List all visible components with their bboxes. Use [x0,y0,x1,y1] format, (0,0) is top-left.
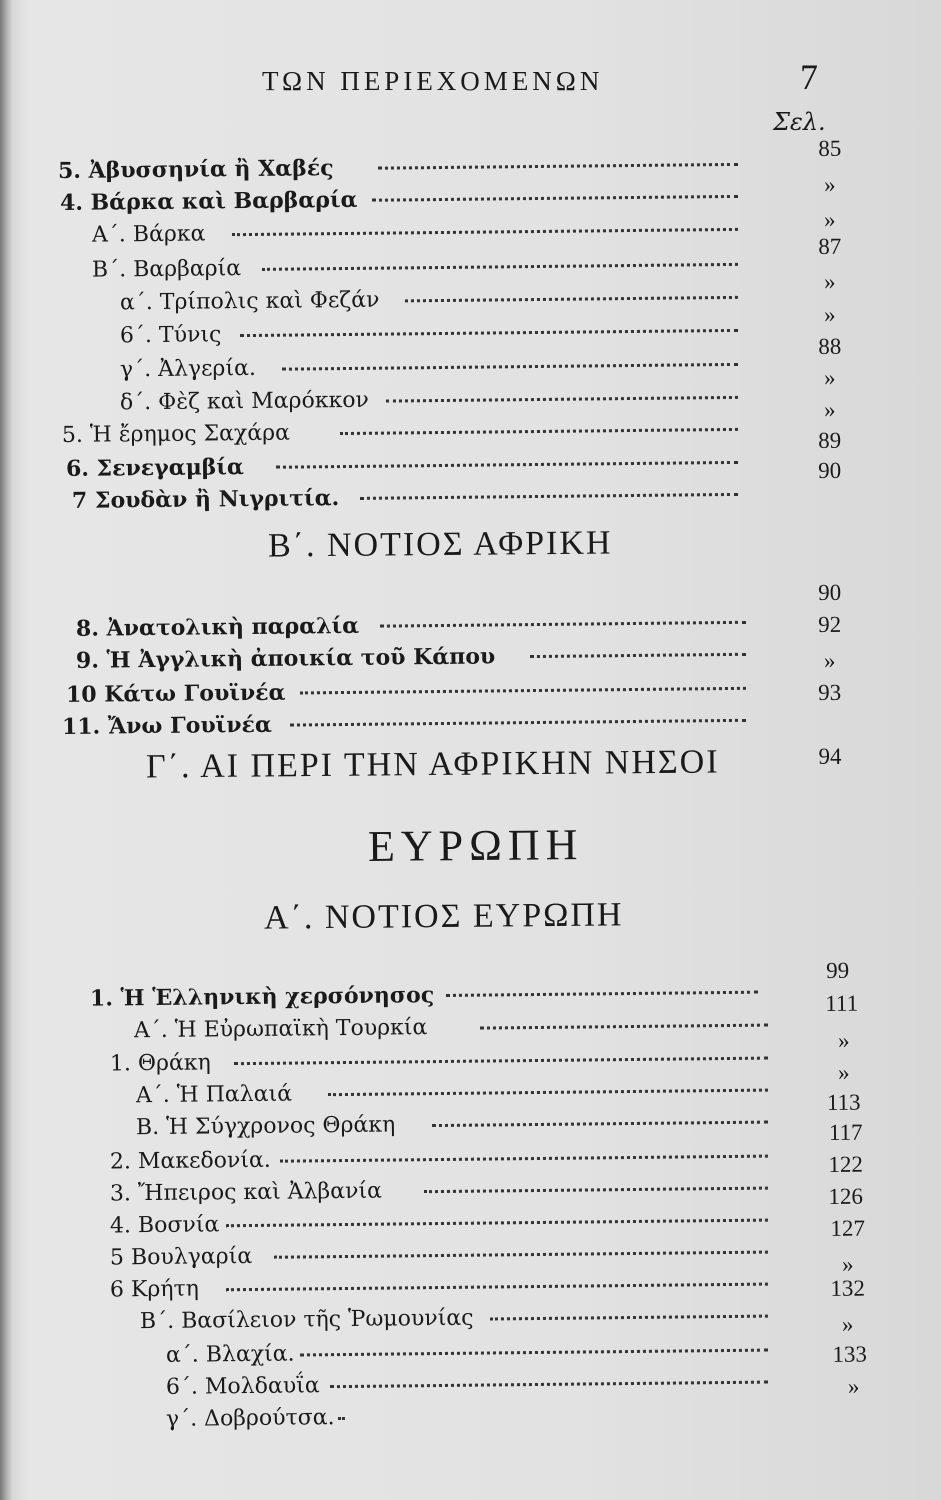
leader-dots [480,1024,768,1030]
leader-dots [282,363,738,371]
toc-entry-label: Α΄. Ἡ Εὐρωπαϊκὴ Τουρκία [133,1015,428,1044]
toc-entry-label: 10 Κάτω Γουϊνέα [65,679,286,708]
toc-page-number: 122 [828,1151,864,1177]
toc-page-number: » [823,647,836,673]
toc-page-number: 93 [818,679,842,706]
toc-page-number: » [823,301,836,327]
leader-dots [262,263,738,271]
toc-entry-label: 8. Ἀνατολικὴ παραλία [75,612,360,642]
leader-dots [432,1121,768,1128]
toc-page-number: 90 [818,579,842,606]
leader-dots [405,296,738,302]
leader-dots [300,1349,768,1357]
leader-dots [280,1155,768,1163]
toc-entry-label: 6΄. Μολδαυΐα [165,1373,320,1400]
toc-entry-label: 6. Σενεγαμβία [65,454,245,482]
toc-page-number: » [837,1059,850,1085]
leader-dots [372,195,738,202]
leader-dots [530,653,746,658]
toc-entry-label: γ΄. Δοβρούτσα. [165,1405,335,1432]
leader-dots [340,428,738,435]
toc-entry-label: 5. Ἀβυσσηνία ἢ Χαβές [57,155,334,185]
toc-entry-label: 6 Κρήτη [109,1276,200,1303]
leader-dots [446,991,758,997]
toc-page-number: » [823,364,836,390]
toc-page-number: » [823,206,836,232]
page-number: 7 [800,57,818,97]
toc-page-number: 87 [818,233,842,260]
leader-dots [300,687,746,695]
toc-page-number: 94 [818,744,842,769]
leader-dots [330,1381,768,1389]
toc-entry-label: 4. Βοσνία [109,1212,220,1239]
leader-dots [226,1283,768,1292]
toc-entry-label: γ΄. Ἀλγερία. [119,355,257,383]
section-heading-europe: ΕΥΡΩΠΗ [367,820,584,871]
toc-entry-label: 11. Ἄνω Γουϊνέα [61,711,272,740]
toc-entry-label: δ΄. Φὲζ καὶ Μαρόκκον [119,387,370,416]
toc-entry-label: 3. Ἤπειρος καὶ Ἀλβανία [109,1178,383,1207]
toc-entry-label: 6΄. Τύνις [119,322,222,349]
toc-entry-label: Β΄. Βαρβαρία [91,256,242,283]
leader-dots [360,493,738,500]
leader-dots [338,1417,342,1420]
toc-entry-label: 4. Βάρκα καὶ Βαρβαρία [59,186,358,216]
leader-dots [328,1089,768,1097]
toc-page-number: » [847,1373,860,1399]
toc-entry-label: 1. Θράκη [109,1050,211,1077]
leader-dots [234,1057,768,1066]
leader-dots [380,621,746,628]
toc-page-number: 111 [825,990,859,1016]
toc-entry-label: Α΄. Ἡ Παλαιά [135,1081,293,1109]
toc-entry-label: α΄. Τρίπολις καὶ Φεζάν [119,287,380,316]
leader-dots [490,1315,768,1321]
toc-page-number: 92 [818,611,842,638]
toc-page-number: » [823,268,836,294]
page-column-label: Σελ. [773,108,826,136]
toc-entry-label: 2. Μακεδονία. [109,1147,271,1175]
toc-page-number: » [823,171,836,197]
toc-page-number: 126 [828,1183,864,1209]
section-heading-south-europe: Α΄. ΝΟΤΙΟΣ ΕΥΡΩΠΗ [263,896,624,937]
toc-page-number: 88 [818,333,842,360]
toc-entry-label: α΄. Βλαχία. [165,1341,295,1368]
leader-dots [276,461,738,469]
toc-page-number: » [841,1251,854,1277]
toc-page-number: » [837,1027,850,1053]
toc-page-number: » [841,1311,854,1337]
toc-page-number: » [823,396,836,422]
toc-entry-label: 7 Σουδὰν ἢ Νιγριτία. [71,485,340,514]
toc-page-number: 133 [832,1341,868,1367]
toc-page-number: 117 [828,1119,863,1145]
toc-entry-label: 1. Ἡ Ἑλληνικὴ χερσόνησος [89,982,435,1012]
toc-page-number: 85 [818,135,842,162]
toc-page-number: 90 [818,457,842,484]
leader-dots [424,1187,768,1194]
toc-entry-label: 9. Ἡ Ἀγγλικὴ ἀποικία τοῦ Κάπου [75,643,496,674]
leader-dots [274,1251,768,1259]
toc-entry-label: Β. Ἡ Σύγχρονος Θράκη [135,1112,396,1141]
toc-page-number: 132 [830,1275,866,1301]
toc-entry-label: Α΄. Βάρκα [91,221,206,248]
section-heading-south-africa: Β΄. ΝΟΤΙΟΣ ΑΦΡΙΚΗ [267,524,613,565]
leader-dots [232,228,738,236]
section-heading-african-islands: Γ΄. ΑΙ ΠΕΡΙ ΤΗΝ ΑΦΡΙΚΗΝ ΝΗΣΟΙ [145,743,720,786]
leader-dots [386,396,738,403]
running-head: ΤΩΝ ΠΕΡΙΕΧΟΜΕΝΩΝ [262,66,604,96]
leader-dots [226,1219,768,1228]
toc-entry-label: Β΄. Βασίλειον τῆς Ῥωμουνίας [139,1305,474,1335]
leader-dots [290,719,746,727]
toc-entry-label: 5. Ἡ ἔρημος Σαχάρα [61,420,291,448]
leader-dots [378,163,738,170]
toc-page-number: 89 [818,427,842,454]
toc-page-number: 113 [826,1089,861,1115]
toc-page-number: 99 [826,957,850,983]
toc-entry-label: 5 Βουλγαρία [109,1243,253,1271]
leader-dots [240,329,738,337]
toc-page-number: 127 [830,1215,866,1241]
